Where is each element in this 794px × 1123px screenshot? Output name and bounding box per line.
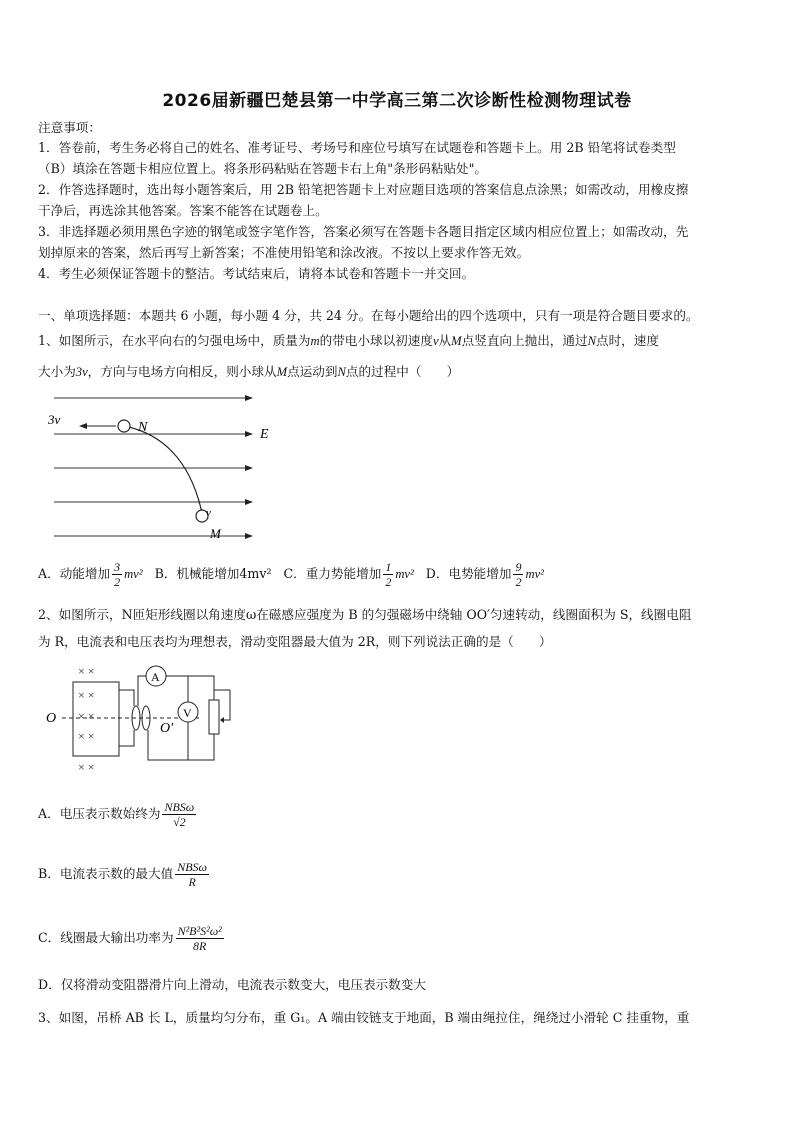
notice-heading: 注意事项： [38, 120, 101, 135]
q1-stem-line2: 大小为3v，方向与电场方向相反，则小球从M点运动到N点的过程中（ ） [38, 364, 460, 379]
q2-option-b[interactable]: B．电流表示数的最大值 $\frac{\text{NBSω}}{R}$ [38, 860, 208, 889]
q2-stem-line2: 为 R，电流表和电压表均为理想表，滑动变阻器最大值为 2R，则下列说法正确的是（ ） [38, 634, 552, 649]
q1-option-b[interactable]: B．机械能增加4mv² [154, 566, 272, 581]
svg-text:× ×: × × [78, 760, 95, 774]
q1-options [38, 560, 762, 589]
q2-option-d[interactable]: D．仅将滑动变阻器滑片向上滑动，电流表示数变大，电压表示数变大 [38, 977, 426, 992]
q1-option-d[interactable]: D．电势能增加 $\frac{9}{2}$ mv² [425, 560, 544, 589]
label-N: N [138, 420, 148, 435]
notice-line: （B）填涂在答题卡相应位置上。将条形码粘贴在答题卡右上角"条形码粘贴处"。 [38, 161, 488, 176]
notice-line: 4．考生必须保证答题卡的整洁。考试结束后，请将本试卷和答题卡一并交回。 [38, 266, 475, 281]
notice-line: 划掉原来的答案，然后再写上新答案；不准使用铅笔和涂改液。不按以上要求作答无效。 [38, 245, 530, 260]
trajectory-curve [124, 426, 202, 513]
svg-text:× ×: × × [78, 709, 95, 723]
q1-electric-field-figure [40, 388, 280, 544]
notice-line: 2．作答选择题时，选出每小题答案后，用 2B 铅笔把答题卡上对应题目选项的答案信息点涂黑；如需改动，用橡皮擦 [38, 182, 689, 197]
label-3v: 3v [48, 412, 61, 427]
label-M: M [210, 526, 221, 541]
page-title: 2026届新疆巴楚县第一中学高三第二次诊断性检测物理试卷 [162, 91, 632, 111]
rheostat [209, 700, 219, 734]
field-lines [54, 398, 252, 536]
q1-option-c[interactable]: C．重力势能增加 $\frac{1}{2}$ mv² [283, 560, 414, 589]
svg-text:× ×: × × [78, 729, 95, 743]
notice-line: 干净后，再选涂其他答案。答案不能答在试题卷上。 [38, 203, 328, 218]
q2-option-a[interactable]: A．电压表示数始终为 $\frac{\text{NBSω}}{√2}$ [38, 800, 195, 829]
notice-line: 3．非选择题必须用黑色字迹的钢笔或签字笔作答，答案必须写在答题卡各题目指定区域内相应位置上；如需改动，先 [38, 224, 689, 239]
q2-generator-circuit-figure [40, 660, 250, 776]
voltmeter-label: V [183, 706, 192, 720]
q2-option-c[interactable]: C．线圈最大输出功率为 $\frac{\text{N²B²S²ω²}}{8R}$ [38, 924, 222, 953]
ball-N [118, 420, 130, 432]
notice-line: 1．答卷前，考生务必将自己的姓名、准考证号、考场号和座位号填写在试题卷和答题卡上。用 2B 铅笔将试卷类型 [38, 140, 676, 155]
label-E: E [260, 427, 269, 442]
q1-option-a[interactable]: A．动能增加 $\frac{3}{2}$ mv² [38, 560, 143, 589]
label-v: v [206, 507, 211, 519]
ammeter-label: A [151, 670, 160, 684]
label-O: O [46, 711, 57, 726]
q2-stem-line1: 2、如图所示，N匝矩形线圈以角速度ω在磁感应强度为 B 的匀强磁场中绕轴 OO′匀速转动，线圈面积为 S，线圈电阻 [38, 607, 692, 622]
section-heading: 一、单项选择题：本题共 6 小题，每小题 4 分，共 24 分。在每小题给出的四个选项中，只有一项是符合题目要求的。 [38, 308, 699, 323]
q1-stem-line1: 1、如图所示，在水平向右的匀强电场中，质量为m的带电小球以初速度v从M点竖直向上抛出，通过N点时，速度 [38, 333, 659, 348]
magnetic-field-crosses [78, 664, 95, 774]
svg-text:× ×: × × [78, 688, 95, 702]
svg-text:× ×: × × [78, 664, 95, 678]
label-O-prime: O′ [160, 721, 174, 736]
q3-stem-line1: 3、如图，吊桥 AB 长 L，质量均匀分布，重 G₁。A 端由铰链支于地面，B 端由绳拉住，绳绕过小滑轮 C 挂重物，重 [38, 1010, 690, 1025]
